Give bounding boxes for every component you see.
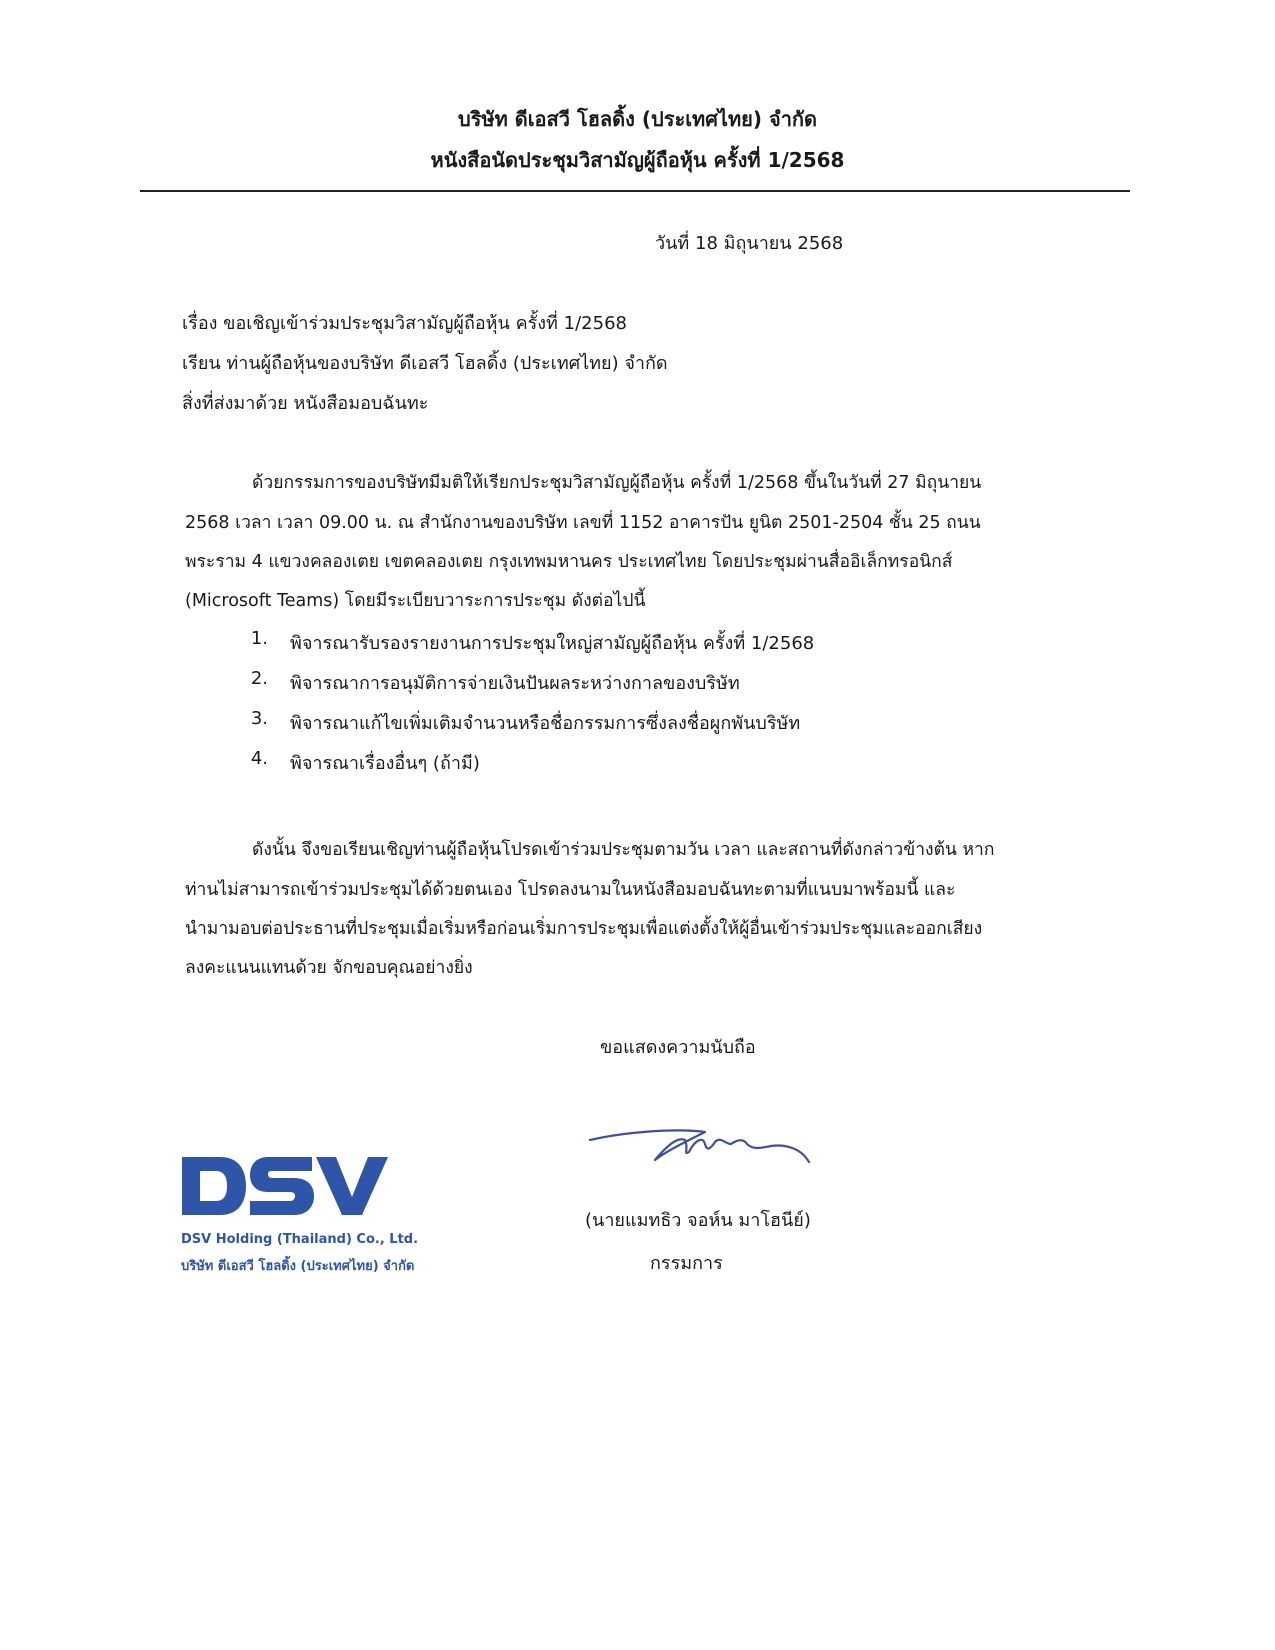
paragraph-line: ท่านไม่สามารถเข้าร่วมประชุมได้ด้วยตนเอง โปรดลงนามในหนังสือมอบฉันทะตามที่แนบมาพร้อมนี้ และ	[185, 880, 956, 900]
agenda-item: พิจารณาการอนุมัติการจ่ายเงินปันผลระหว่างกาลของบริษัท	[290, 673, 740, 694]
closing-salutation: ขอแสดงความนับถือ	[600, 1037, 756, 1058]
agenda-item: พิจารณาเรื่องอื่นๆ (ถ้ามี)	[290, 753, 480, 774]
agenda-number: 4.	[250, 748, 268, 769]
agenda-number: 2.	[250, 668, 268, 689]
company-name: บริษัท ดีเอสวี โฮลดิ้ง (ประเทศไทย) จำกัด	[457, 107, 818, 131]
paragraph-line: ด้วยกรรมการของบริษัทมีมติให้เรียกประชุมวิสามัญผู้ถือหุ้น ครั้งที่ 1/2568 ขึ้นในวันที่ 27 มิถุนายน	[252, 473, 982, 493]
subject-line: เรื่อง ขอเชิญเข้าร่วมประชุมวิสามัญผู้ถือหุ้น ครั้งที่ 1/2568	[182, 313, 627, 334]
logo-english-name: DSV Holding (Thailand) Co., Ltd.	[181, 1232, 419, 1247]
agenda-number: 1.	[250, 628, 268, 649]
signatory-name: (นายแมทธิว จอห์น มาโฮนีย์)	[585, 1210, 811, 1231]
date-line: วันที่ 18 มิถุนายน 2568	[655, 233, 844, 254]
logo-thai-name: บริษัท ดีเอสวี โฮลดิ้ง (ประเทศไทย) จำกัด	[181, 1259, 415, 1274]
header-divider	[140, 190, 1130, 192]
agenda-number: 3.	[250, 708, 268, 729]
paragraph-line: ดังนั้น จึงขอเรียนเชิญท่านผู้ถือหุ้นโปรดเข้าร่วมประชุมตามวัน เวลา และสถานที่ดังกล่าวข้างต้น หาก	[252, 840, 995, 860]
paragraph-line: ลงคะแนนแทนด้วย จักขอบคุณอย่างยิ่ง	[185, 958, 473, 978]
signature-image	[585, 1118, 845, 1208]
notice-title: หนังสือนัดประชุมวิสามัญผู้ถือหุ้น ครั้งที่ 1/2568	[430, 148, 845, 172]
paragraph-line: 2568 เวลา เวลา 09.00 น. ณ สำนักงานของบริษัท เลขที่ 1152 อาคารปัน ยูนิต 2501-2504 ชั้น 25 ถนน	[185, 513, 981, 533]
signatory-position: กรรมการ	[650, 1253, 723, 1274]
enclosure-line: สิ่งที่ส่งมาด้วย หนังสือมอบฉันทะ	[182, 393, 429, 414]
paragraph-line: พระราม 4 แขวงคลองเตย เขตคลองเตย กรุงเทพมหานคร ประเทศไทย โดยประชุมผ่านสื่ออิเล็กทรอนิกส์	[185, 552, 953, 572]
paragraph-line: นำมามอบต่อประธานที่ประชุมเมื่อเริ่มหรือก่อนเริ่มการประชุมเพื่อแต่งตั้งให้ผู้อื่นเข้าร่วมประชุมและออกเสียง	[185, 919, 983, 939]
agenda-item: พิจารณาแก้ไขเพิ่มเติมจำนวนหรือชื่อกรรมการซึ่งลงชื่อผูกพันบริษัท	[290, 713, 801, 734]
recipient-line: เรียน ท่านผู้ถือหุ้นของบริษัท ดีเอสวี โฮลดิ้ง (ประเทศไทย) จำกัด	[182, 353, 668, 374]
paragraph-line: (Microsoft Teams) โดยมีระเบียบวาระการประชุม ดังต่อไปนี้	[185, 591, 646, 611]
agenda-item: พิจารณารับรองรายงานการประชุมใหญ่สามัญผู้ถือหุ้น ครั้งที่ 1/2568	[290, 633, 815, 654]
dsv-logo	[180, 1155, 390, 1217]
